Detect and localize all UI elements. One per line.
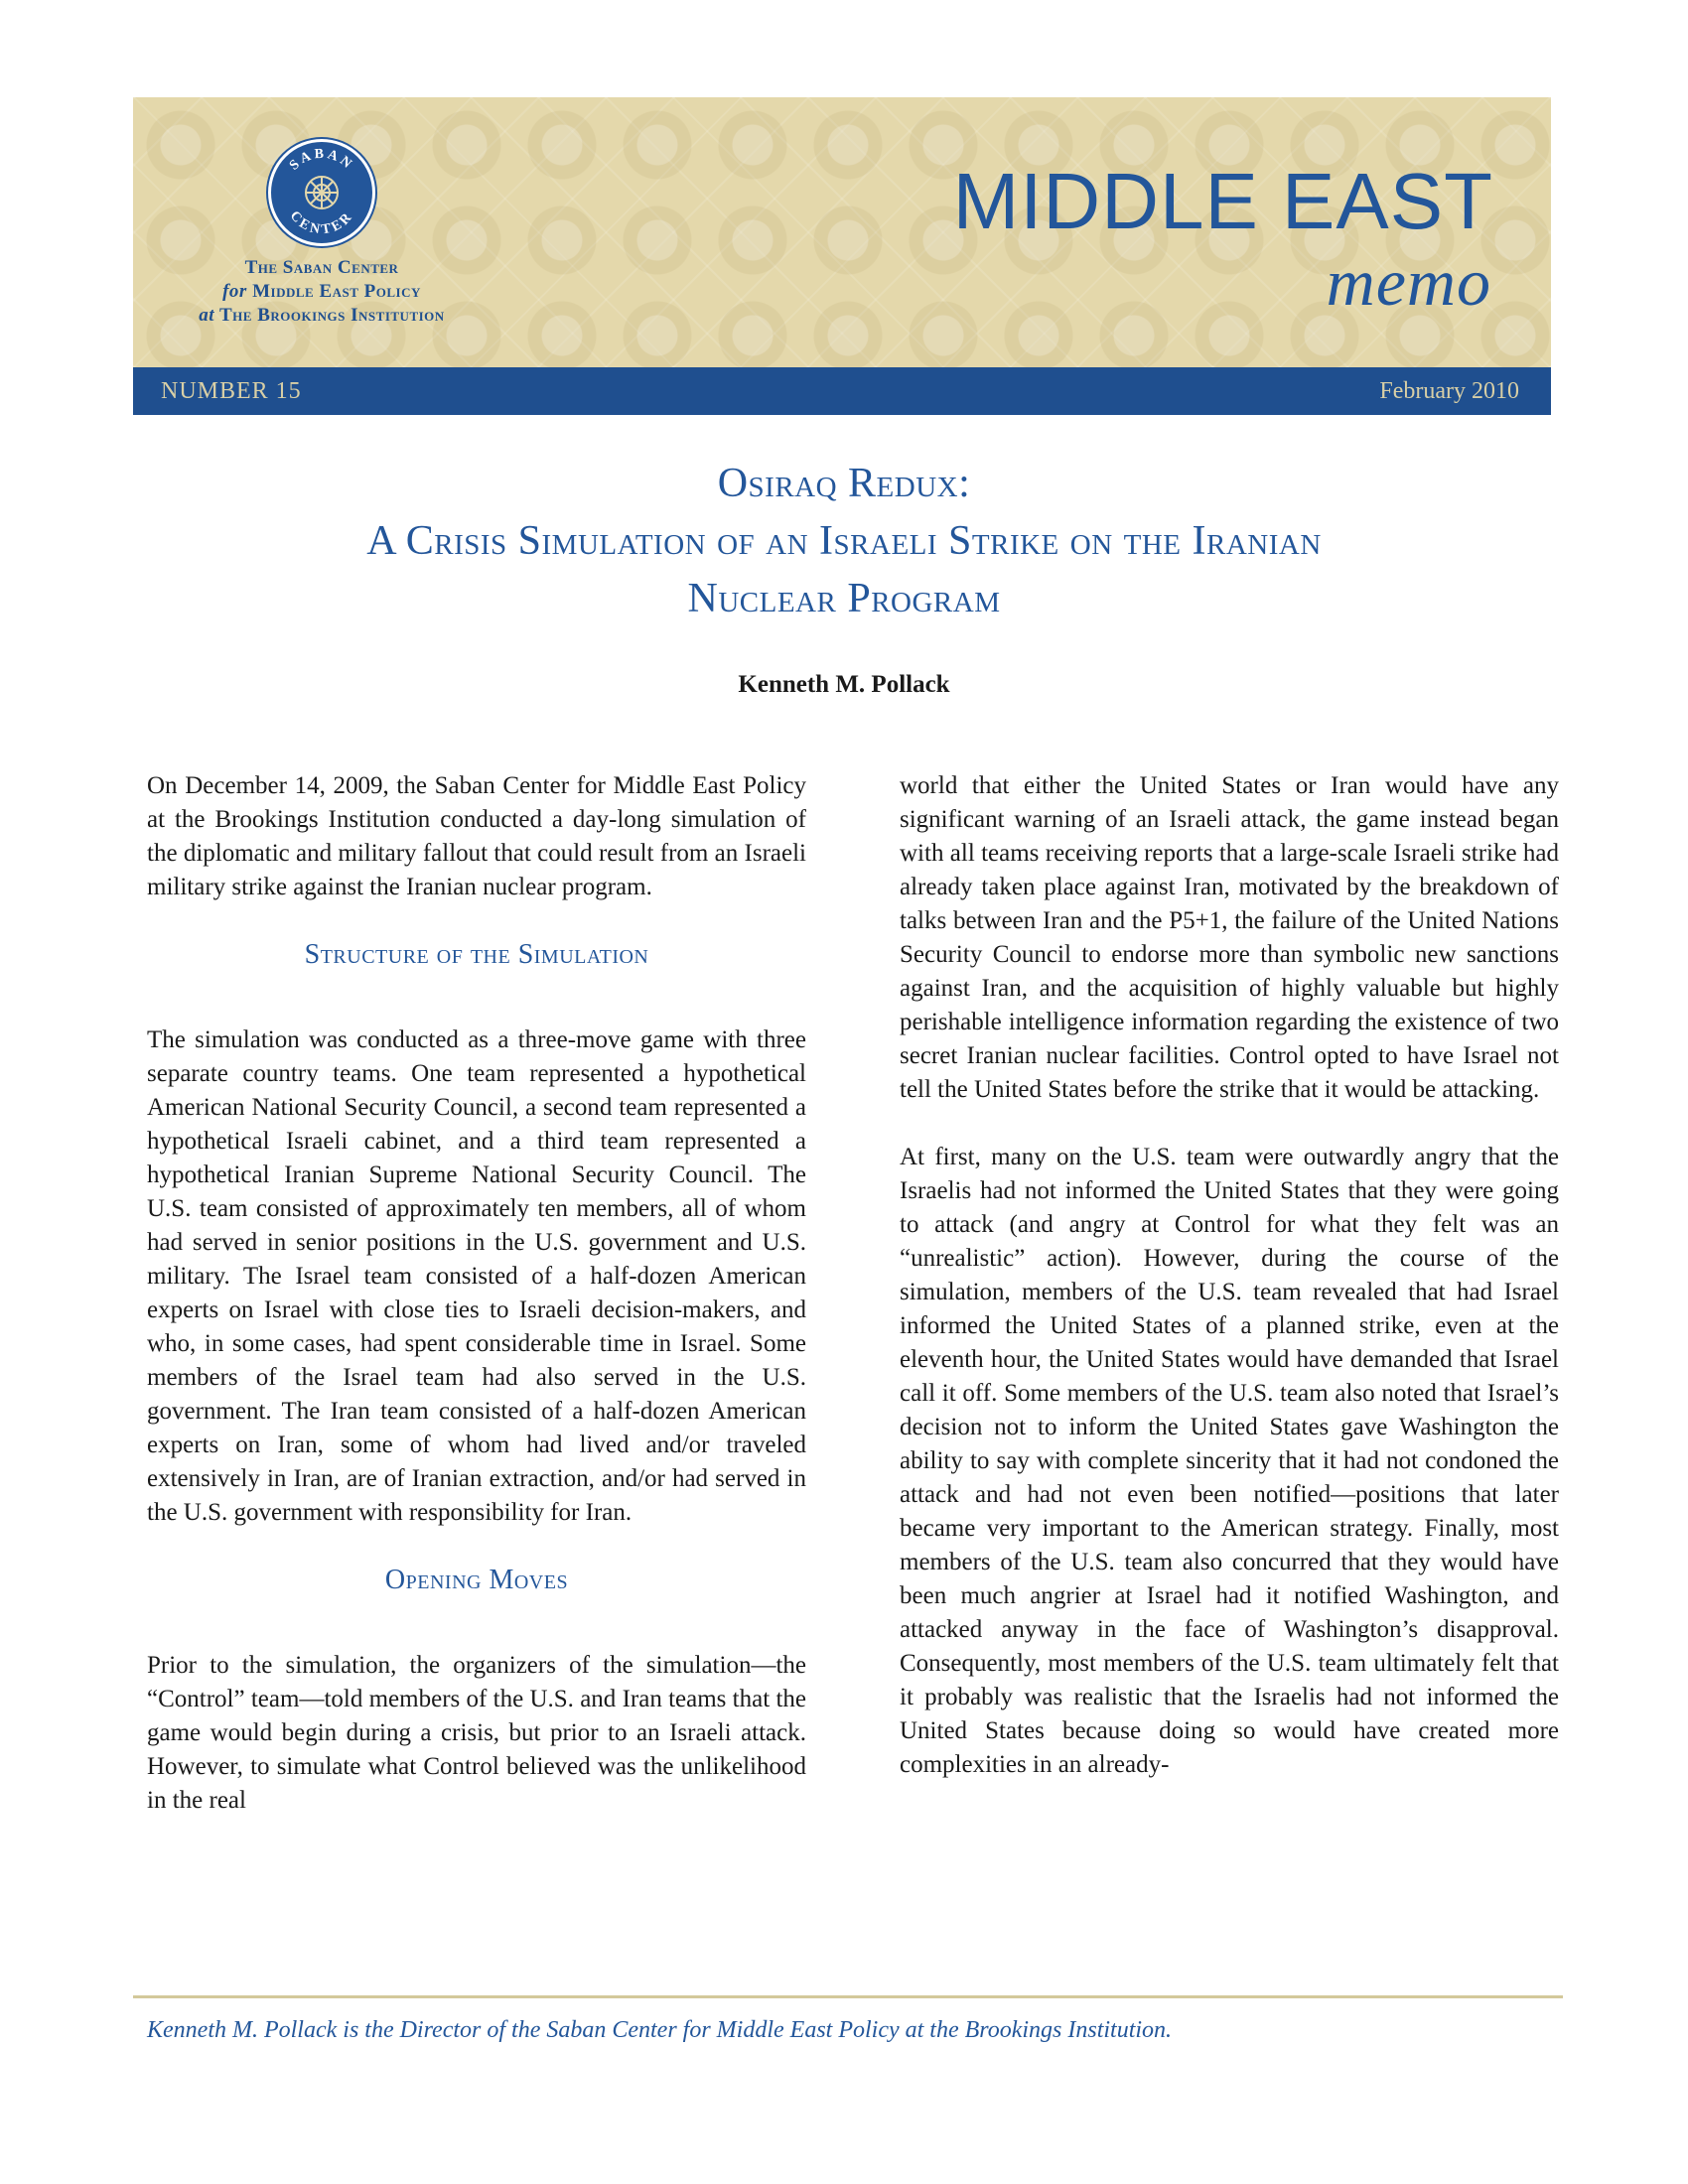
saban-center-seal-icon — [268, 139, 375, 246]
institution-at: at — [199, 305, 215, 326]
right-paragraph-1: world that either the United States or Iran would have any significant warning of an Israeli attack, the game instead began with all teams receiving reports that a large-scale Israeli strike had already taken place against Iran, motivated by the breakdown of talks between Iran and the P5+1, the failure of the United Nations Security Council to endorse more than symbolic new sanctions against Iran, and the acquisition of highly valuable but highly perishable intelligence information regarding the existence of two secret Iranian nuclear facilities. Control opted to have Israel not tell the United States before the strike that it would be attacking. — [900, 772, 1559, 1103]
intro-paragraph: On December 14, 2009, the Saban Center for Middle East Policy at the Brookings Institution conducted a day-long simulation of the diplomatic and military fallout that could result from an Israeli military strike against the Iranian nuclear program. — [147, 772, 806, 900]
title-line-1: Osiraq Redux: — [717, 461, 971, 506]
masthead-banner — [133, 97, 1551, 367]
seal-text-top: SABAN — [287, 146, 356, 174]
institution-line-1: The Saban Center — [244, 257, 399, 278]
institution-line-2 — [193, 280, 451, 304]
section-heading-structure: Structure of the Simulation — [304, 939, 649, 970]
right-column — [900, 769, 1559, 1816]
left-column — [147, 769, 806, 1851]
footer-divider — [133, 1995, 1563, 1998]
institution-policy: Middle East Policy — [252, 281, 421, 302]
svg-text:CENTER — [287, 208, 357, 237]
institution-for: for — [222, 281, 247, 302]
svg-text:SABAN — [287, 147, 356, 174]
title-line-3: Nuclear Program — [687, 576, 1001, 621]
opening-moves-paragraph: Prior to the simulation, the organizers of the simulation—the “Control” team—told members of the U.S. and Iran teams that the game would begin during a crisis, but prior to an Israeli attack. However, to simulate what Control believed was the unlikelihood in the real — [147, 1652, 806, 1814]
masthead-subtitle: memo — [1326, 244, 1491, 320]
seal-text-bottom: CENTER — [286, 208, 357, 238]
institution-name — [193, 256, 451, 328]
article-author: Kenneth M. Pollack — [738, 671, 950, 698]
section-heading-opening-moves: Opening Moves — [384, 1565, 569, 1595]
issue-date: February 2010 — [1379, 378, 1519, 404]
masthead-title: MIDDLE EAST — [952, 157, 1493, 245]
author-footnote: Kenneth M. Pollack is the Director of the Saban Center for Middle East Policy at the Brookings Institution. — [147, 2017, 1173, 2043]
right-paragraph-2: At first, many on the U.S. team were outwardly angry that the Israelis had not informed the United States that they were going to attack (and angry at Control for what they felt was an “unrealistic” action). However, during the course of the simulation, members of the U.S. team revealed that had Israel informed the United States of a planned strike, even at the eleventh hour, the United States would have demanded that Israel call it off. Some members of the U.S. team also noted that Israel’s decision not to inform the United States gave Washington the ability to say with complete sincerity that it had not condoned the attack and had not even been notified—positions that later became very important to the American strategy. Finally, most members of the U.S. team also concurred that they would have been much angrier at Israel had it notified Washington, and attacked anyway in the face of Washington’s disapproval. Consequently, most members of the U.S. team ultimately felt that it probably was realistic that the Israelis had not informed the United States because doing so would have created more complexities in an already- — [900, 1144, 1559, 1778]
structure-paragraph: The simulation was conducted as a three-move game with three separate country teams. One team represented a hypothetical American National Security Council, a second team represented a hypothetical Israeli cabinet, and a third team represented a hypothetical Iranian Supreme National Security Council. The U.S. team consisted of approximately ten members, all of whom had served in senior positions in the U.S. government and U.S. military. The Israel team consisted of a half-dozen American experts on Israel with close ties to Israeli decision-makers, and who, in some cases, had spent considerable time in Israel. Some members of the Israel team had also served in the U.S. government. The Iran team consisted of a half-dozen American experts on Iran, some of whom had lived and/or traveled extensively in Iran, are of Iranian extraction, and/or had served in the U.S. government with responsibility for Iran. — [147, 1026, 806, 1526]
institution-line-3 — [193, 304, 451, 328]
issue-number: NUMBER 15 — [161, 378, 302, 404]
article-title — [149, 455, 1539, 627]
institution-brookings: The Brookings Institution — [219, 305, 445, 326]
issue-bar — [133, 367, 1551, 415]
title-line-2: A Crisis Simulation of an Israeli Strike on the Iranian — [366, 518, 1322, 564]
